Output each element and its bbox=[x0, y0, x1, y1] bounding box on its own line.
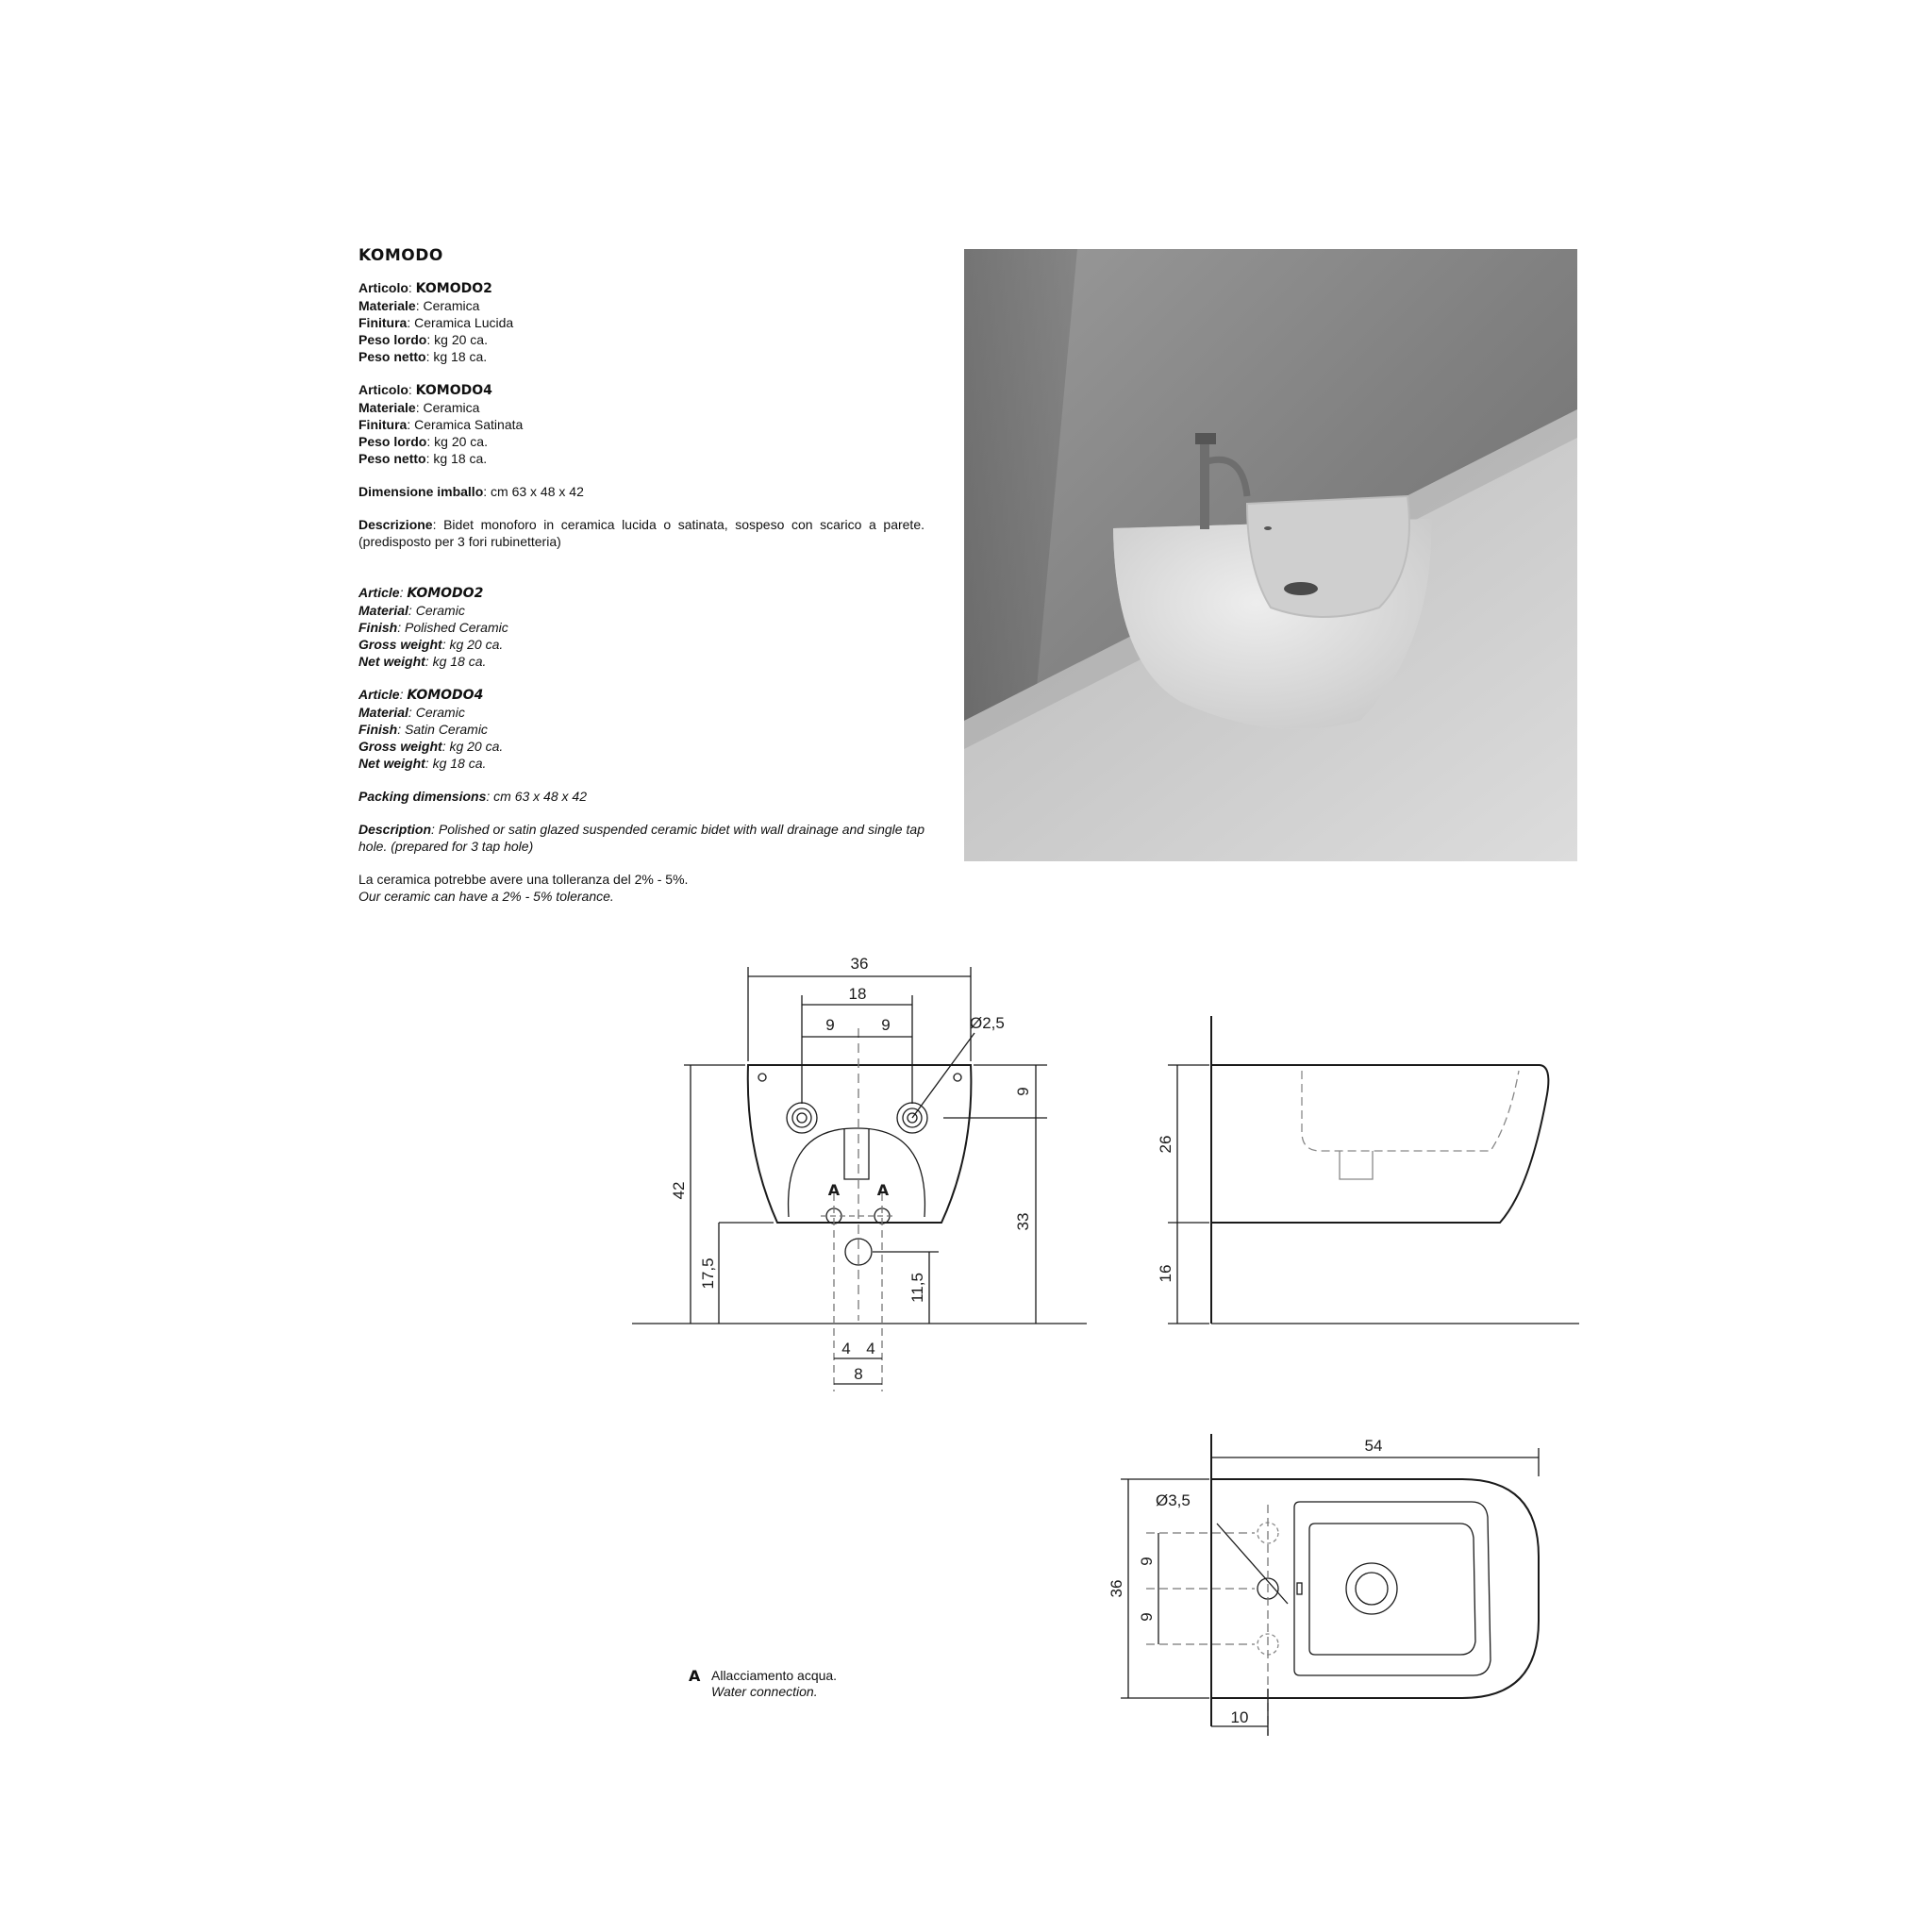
label: Article bbox=[358, 585, 400, 600]
value: kg 20 ca. bbox=[449, 637, 504, 652]
spec-block-en-komodo4: Article: KOMODO4 Material: Ceramic Finish: Satin Ceramic Gross weight: kg 20 ca. Net weight: kg 18 ca. bbox=[358, 687, 504, 771]
dim-label-4-left: 4 bbox=[841, 1340, 851, 1357]
packing-dimensions-it: Dimensione imballo: cm 63 x 48 x 42 bbox=[358, 484, 584, 499]
dim-label-42: 42 bbox=[670, 1181, 688, 1200]
dim-label-9-upper: 9 bbox=[1138, 1557, 1156, 1566]
value: kg 20 ca. bbox=[434, 434, 488, 449]
label: Material bbox=[358, 705, 408, 720]
article-code: KOMODO4 bbox=[415, 383, 492, 398]
label: Finitura bbox=[358, 417, 408, 432]
value: Ceramica Lucida bbox=[414, 315, 514, 330]
description-en: Description: Polished or satin glazed suspended ceramic bidet with wall drainage and single tap hole. (prepared for 3 tap hole) bbox=[358, 822, 924, 854]
dim-label-115: 11,5 bbox=[908, 1273, 926, 1303]
label: Finish bbox=[358, 722, 398, 737]
dim-label-10: 10 bbox=[1230, 1708, 1249, 1726]
description-it: Descrizione: Bidet monoforo in ceramica lucida o satinata, sospeso con scarico a parete.(predisposto per 3 fori rubinetteria) bbox=[358, 517, 924, 549]
dim-label-8: 8 bbox=[854, 1365, 863, 1383]
dim-label-54: 54 bbox=[1364, 1437, 1383, 1455]
value: Bidet monoforo in ceramica lucida o satinata, sospeso con scarico a parete.(predisposto per 3 fori rubinetteria) bbox=[358, 517, 924, 549]
spec-block-it-komodo2: Articolo: KOMODO2 Materiale: Ceramica Finitura: Ceramica Lucida Peso lordo: kg 20 ca. Peso netto: kg 18 ca. bbox=[358, 280, 514, 364]
dim-label-36-top: 36 bbox=[1108, 1579, 1125, 1598]
fixing-hole-right bbox=[954, 1074, 961, 1081]
label: Net weight bbox=[358, 756, 425, 771]
label: Articolo bbox=[358, 280, 408, 295]
dim-label-26: 26 bbox=[1157, 1135, 1174, 1154]
label: Gross weight bbox=[358, 637, 442, 652]
value: Polished Ceramic bbox=[405, 620, 508, 635]
front-drain-slot bbox=[844, 1128, 869, 1179]
label: Finitura bbox=[358, 315, 408, 330]
label: Peso netto bbox=[358, 451, 426, 466]
value: Ceramica bbox=[423, 298, 480, 313]
article-code: KOMODO4 bbox=[407, 688, 484, 703]
label: Net weight bbox=[358, 654, 425, 669]
label: Description bbox=[358, 822, 432, 837]
side-view-labels bbox=[1157, 1136, 1174, 1283]
dim-label-9-top: 9 bbox=[1014, 1087, 1032, 1096]
value: Ceramic bbox=[415, 705, 465, 720]
value: kg 20 ca. bbox=[449, 739, 504, 754]
legend-marker: A bbox=[689, 1667, 701, 1685]
label: Article bbox=[358, 687, 400, 702]
dim-label-d25: Ø2,5 bbox=[970, 1014, 1005, 1032]
value: kg 18 ca. bbox=[432, 654, 487, 669]
tolerance-en: Our ceramic can have a 2% - 5% tolerance. bbox=[358, 889, 614, 904]
dim-label-175: 17,5 bbox=[699, 1257, 717, 1290]
packing-dimensions-en: Packing dimensions: cm 63 x 48 x 42 bbox=[358, 789, 587, 804]
label: Materiale bbox=[358, 400, 416, 415]
dim-label-d35: Ø3,5 bbox=[1156, 1491, 1191, 1509]
label: Descrizione bbox=[358, 517, 433, 532]
tap-hole-left-inner bbox=[792, 1108, 811, 1127]
dim-label-18: 18 bbox=[848, 985, 867, 1003]
top-overflow bbox=[1297, 1583, 1302, 1594]
dim-label-9-right: 9 bbox=[881, 1016, 891, 1034]
label: Packing dimensions bbox=[358, 789, 487, 804]
top-view bbox=[1121, 1434, 1539, 1736]
front-view-labels bbox=[670, 955, 1032, 1383]
value: kg 18 ca. bbox=[432, 756, 487, 771]
label: Material bbox=[358, 603, 408, 618]
fixing-hole-left bbox=[758, 1074, 766, 1081]
top-drain-outer bbox=[1346, 1563, 1397, 1614]
dim-label-4-right: 4 bbox=[866, 1340, 875, 1357]
label: Dimensione imballo bbox=[358, 484, 484, 499]
value: kg 18 ca. bbox=[433, 451, 488, 466]
value: cm 63 x 48 x 42 bbox=[491, 484, 584, 499]
side-view bbox=[1168, 1016, 1579, 1324]
top-bowl-inner bbox=[1309, 1524, 1475, 1655]
tap-hole-left-center bbox=[797, 1113, 807, 1123]
value: Ceramica bbox=[423, 400, 480, 415]
article-code: KOMODO2 bbox=[415, 281, 492, 296]
marker-a-right: A bbox=[876, 1181, 890, 1199]
label: Materiale bbox=[358, 298, 416, 313]
legend bbox=[689, 1668, 837, 1700]
leader-d35 bbox=[1217, 1524, 1288, 1604]
dim-label-16: 16 bbox=[1157, 1264, 1174, 1283]
dim-label-36: 36 bbox=[850, 955, 869, 973]
top-drain-inner bbox=[1356, 1573, 1388, 1605]
dim-label-9-lower: 9 bbox=[1138, 1612, 1156, 1622]
spec-block-it-komodo4: Articolo: KOMODO4 Materiale: Ceramica Finitura: Ceramica Satinata Peso lordo: kg 20 ca. Peso netto: kg 18 ca. bbox=[358, 382, 524, 466]
top-bowl-rim bbox=[1294, 1502, 1491, 1675]
spec-block-en-komodo2: Article: KOMODO2 Material: Ceramic Finish: Polished Ceramic Gross weight: kg 20 ca. Net weight: kg 18 ca. bbox=[358, 585, 508, 669]
front-view bbox=[632, 967, 1087, 1391]
dim-label-9-left: 9 bbox=[825, 1016, 835, 1034]
side-drain-hidden bbox=[1340, 1151, 1373, 1179]
value: cm 63 x 48 x 42 bbox=[493, 789, 587, 804]
label: Peso lordo bbox=[358, 434, 427, 449]
value: kg 20 ca. bbox=[434, 332, 488, 347]
side-bowl-hidden bbox=[1302, 1071, 1519, 1151]
label: Gross weight bbox=[358, 739, 442, 754]
leader-d25 bbox=[912, 1033, 974, 1118]
value: Satin Ceramic bbox=[405, 722, 488, 737]
value: Polished or satin glazed suspended ceramic bidet with wall drainage and single tap hole. (prepared for 3 tap hole) bbox=[358, 822, 924, 854]
legend-text-en: Water connection. bbox=[711, 1684, 818, 1699]
label: Articolo bbox=[358, 382, 408, 397]
tap-hole-left-outer bbox=[787, 1103, 817, 1133]
label: Finish bbox=[358, 620, 398, 635]
top-view-labels bbox=[1108, 1437, 1382, 1726]
tolerance-it: La ceramica potrebbe avere una tolleranza del 2% - 5%. bbox=[358, 872, 689, 887]
front-outline bbox=[748, 1065, 972, 1223]
label: Peso netto bbox=[358, 349, 426, 364]
article-code: KOMODO2 bbox=[407, 586, 484, 601]
side-outline bbox=[1211, 1065, 1548, 1223]
value: Ceramica Satinata bbox=[414, 417, 524, 432]
marker-a-left: A bbox=[827, 1181, 841, 1199]
front-arch bbox=[789, 1128, 925, 1217]
legend-text-it: Allacciamento acqua. bbox=[711, 1668, 838, 1683]
value: Ceramic bbox=[415, 603, 465, 618]
label: Peso lordo bbox=[358, 332, 427, 347]
dim-label-33: 33 bbox=[1014, 1212, 1032, 1231]
value: kg 18 ca. bbox=[433, 349, 488, 364]
product-title: KOMODO bbox=[358, 246, 443, 265]
